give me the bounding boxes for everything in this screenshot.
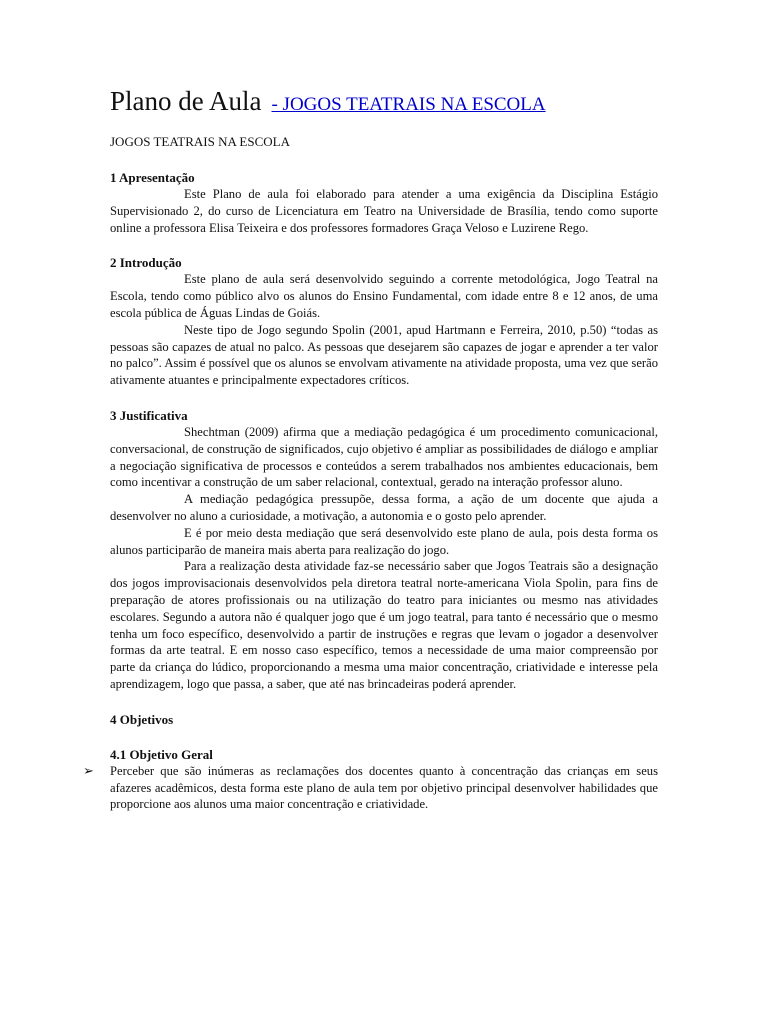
- paragraph-apresentacao-1: Este Plano de aula foi elaborado para atender a uma exigência da Disciplina Estágio Supervisionado 2, do curso de Licenciatura em Teatro na Universidade de Brasília, tendo como suporte online a professora Elisa Teixeira e dos professores formadores Graça Veloso e Luzirene Rego.: [110, 187, 658, 235]
- section-heading-objetivos: 4 Objetivos: [110, 711, 174, 727]
- paragraph-justificativa-1: Shechtman (2009) afirma que a mediação pedagógica é um procedimento comunicacional, conversacional, de construção de significados, cujo objetivo é ampliar as possibilidades de diálogo e ampliar a negociação significativa de processos e conteúdos a serem trabalhados nos ambientes educacionais, bem como incentivar a construção de um saber relacional, contextual, gerado na interação professor aluno.: [110, 424, 658, 490]
- paragraph-justificativa-3: E é por meio desta mediação que será desenvolvido este plano de aula, pois desta forma os alunos participarão de maneira mais aberta para realização do jogo.: [110, 525, 658, 557]
- title-link[interactable]: - JOGOS TEATRAIS NA ESCOLA: [271, 94, 546, 115]
- section-heading-justificativa: 3 Justificativa: [110, 407, 188, 423]
- section-heading-introducao: 2 Introdução: [110, 255, 182, 271]
- page-title: [110, 86, 658, 124]
- section-heading-objetivo-geral: 4.1 Objetivo Geral: [110, 746, 213, 762]
- document-subheading: JOGOS TEATRAIS NA ESCOLA: [110, 134, 290, 149]
- paragraph-introducao-2: Neste tipo de Jogo segundo Spolin (2001, apud Hartmann e Ferreira, 2010, p.50) “todas as pessoas são capazes de atual no palco. As pessoas que desejarem são capazes de jogar e aprender a ter valor no palco”. Assim é possível que os alunos se envolvam ativamente na atividade proposta, uma vez que serão ativamente atuantes e principalmente expectadores críticos.: [110, 322, 658, 388]
- paragraph-introducao-1: Este plano de aula será desenvolvido seguindo a corrente metodológica, Jogo Teatral na Escola, tendo como público alvo os alunos do Ensino Fundamental, com idade entre 8 e 12 anos, de uma escola pública de Águas Lindas de Goiás.: [110, 272, 658, 320]
- bullet-item: [83, 762, 658, 813]
- bullet-text: Perceber que são inúmeras as reclamações dos docentes quanto à concentração das crianças em seus afazeres acadêmicos, desta forma este plano de aula tem por objetivo principal desenvolver habilidades que proporcione aos alunos uma maior concentração e criatividade.: [110, 763, 658, 812]
- title-text: Plano de Aula: [110, 86, 262, 116]
- arrow-bullet-icon: ➢: [83, 762, 94, 778]
- section-heading-apresentacao: 1 Apresentação: [110, 170, 195, 185]
- paragraph-justificativa-2: A mediação pedagógica pressupõe, dessa forma, a ação de um docente que ajuda a desenvolver no aluno a curiosidade, a motivação, a autonomia e o gosto pelo aprender.: [110, 492, 658, 523]
- document-page: [83, 86, 658, 813]
- paragraph-justificativa-4: Para a realização desta atividade faz-se necessário saber que Jogos Teatrais são a designação dos jogos improvisacionais desenvolvidos pela diretora teatral norte-americana Viola Spolin, para fins de preparação de atores profissionais ou na utilização do teatro para iniciantes ou mesmo nas atividades escolares. Segundo a autora não é qualquer jogo que é um jogo teatral, para tanto é necessário que o mesmo tenha um foco específico, desenvolvido a partir de instruções e regras que levam o jogador a desenvolver formas da arte teatral. E em nosso caso específico, temos a necessidade de uma maior compreensão por parte da criança do lúdico, proporcionando a mesma uma maior concentração, criatividade e interesse pela aprendizagem, logo que passa, a saber, que até nas brincadeiras poderá aprender.: [110, 559, 658, 691]
